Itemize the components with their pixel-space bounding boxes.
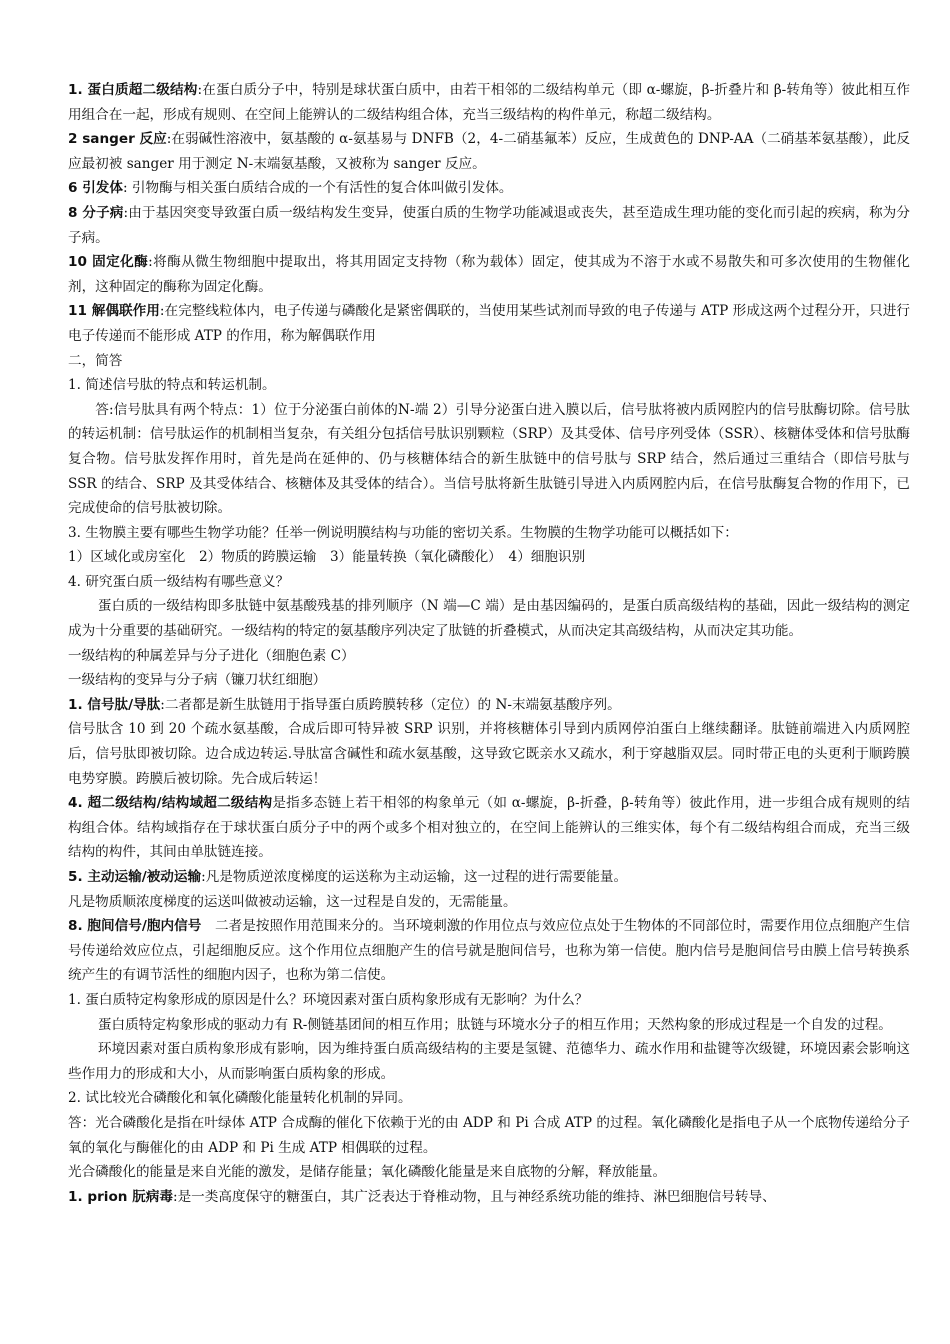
definition-text: : 引物酶与相关蛋白质结合成的一个有活性的复合体叫做引发体。	[122, 180, 513, 197]
definition-text: :在蛋白质分子中，特别是球状蛋白质中，由若干相邻的二级结构单元（即 α-螺旋，β-折叠片和 β-转角等）彼此相互作用组合在一起，形成有规则、在空间上能辨认的二级结构组合体，充当三级结构的构件单元，称超二级结构。	[68, 82, 910, 123]
answer-primary-structure-point: 一级结构的种属差异与分子进化（细胞色素 C）	[68, 647, 355, 664]
definition-prion	[68, 1185, 910, 1210]
comparison-text: 是指多态链上若干相邻的构象单元（如 α-螺旋，β-折叠，β-转角等）彼此作用，进一步组合成有规则的结构组合体。结构域指存在于球状蛋白质分子中的两个或多个相对独立的，在空间上能辨认的三维实体，每个有二级结构组合而成，充当三级结构的构件，其间由单肽链连接。	[68, 795, 910, 861]
comparison-signal-peptide-leader	[68, 693, 910, 718]
definition-text: :是一类高度保守的糖蛋白，其广泛表达于脊椎动物，且与神经系统功能的维持、淋巴细胞信号转导、	[172, 1188, 776, 1205]
comparison-intercellular-intracellular-signal	[68, 914, 910, 988]
comparison-active-passive-transport	[68, 865, 910, 890]
comparison-super-secondary-domain	[68, 791, 910, 865]
term-label: 10 固定化酶	[68, 254, 149, 271]
question-phosphorylation: 2. 试比较光合磷酸化和氧化磷酸化能量转化机制的异同。	[68, 1090, 412, 1107]
answer-phosphorylation: 答：光合磷酸化是指在叶绿体 ATP 合成酶的催化下依赖于光的由 ADP 和 Pi 合成 ATP 的过程。氧化磷酸化是指电子从一个底物传递给分子氧的氧化与酶催化的由 ADP 和 Pi 生成 ATP 相偶联的过程。	[68, 1114, 910, 1156]
term-label: 2 sanger 反应	[68, 131, 167, 148]
definition-molecular-disease	[68, 201, 910, 250]
question-signal-peptide: 1. 简述信号肽的特点和转运机制。	[68, 377, 276, 394]
answer-primary-structure: 蛋白质的一级结构即多肽链中氨基酸残基的排列顺序（N 端—C 端）是由基因编码的，是蛋白质高级结构的基础，因此一级结构的测定成为十分重要的基础研究。一级结构的特定的氨基酸序列决定了肽链的折叠模式，从而决定其高级结构，从而决定其功能。	[68, 598, 910, 640]
definition-text: :将酶从微生物细胞中提取出，将其用固定支持物（称为载体）固定，使其成为不溶于水或不易散失和可多次使用的生物催化剂，这种固定的酶称为固定化酶。	[68, 254, 910, 295]
comparison-text: 二者是按照作用范围来分的。当环境刺激的作用位点与效应位点处于生物体的不同部位时，需要作用位点细胞产生信号传递给效应位点，引起细胞反应。这个作用位点细胞产生的信号就是胞间信号，也称为第一信使。胞内信号是胞间信号由膜上信号转换系统产生的有调节活性的细胞内因子，也称为第二信使。	[68, 918, 910, 984]
definition-primosome	[68, 176, 910, 201]
term-label: 8 分子病	[68, 204, 124, 221]
definition-immobilized-enzyme	[68, 250, 910, 299]
term-label: 4. 超二级结构/结构域超二级结构	[68, 795, 273, 812]
term-label: 1. 蛋白质超二级结构	[68, 82, 198, 98]
term-label: 5. 主动运输/被动运输	[68, 869, 202, 885]
comparison-detail: 信号肽含 10 到 20 个疏水氨基酸，合成后即可特异被 SRP 识别，并将核糖体引导到内质网停泊蛋白上继续翻译。肽链前端进入内质网腔后，信号肽即被切除。边合成边转运.导肽富含碱性和疏水氨基酸，这导致它既亲水又疏水，利于穿越脂双层。同时带正电的头更利于顺跨膜电势穿膜。跨膜后被切除。先合成后转运！	[68, 721, 910, 787]
answer-protein-conformation: 蛋白质特定构象形成的驱动力有 R-侧链基团间的相互作用；肽链与环境水分子的相互作用；天然构象的形成过程是一个自发的过程。	[97, 1016, 892, 1033]
question-primary-structure: 4. 研究蛋白质一级结构有哪些意义？	[68, 573, 290, 590]
section-heading: 二，简答	[68, 352, 123, 369]
term-label: 11 解偶联作用	[68, 303, 160, 320]
answer-protein-conformation-environment: 环境因素对蛋白质构象形成有影响，因为维持蛋白质高级结构的主要是氢键、范德华力、疏水作用和盐键等次级键，环境因素会影响这些作用力的形成和大小，从而影响蛋白质构象的形成。	[68, 1041, 910, 1082]
answer-biomembrane: 1）区域化或房室化 2）物质的跨膜运输 3）能量转换（氧化磷酸化） 4）细胞识别	[68, 549, 586, 566]
term-label: 8. 胞间信号/胞内信号	[68, 918, 202, 935]
answer-phosphorylation-energy: 光合磷酸化的能量是来自光能的激发，是储存能量；氧化磷酸化能量是来自底物的分解，释放能量。	[68, 1164, 667, 1181]
answer-primary-structure-point: 一级结构的变异与分子病（镰刀状红细胞）	[68, 672, 327, 689]
comparison-detail: 凡是物质顺浓度梯度的运送叫做被动运输，这一过程是自发的，无需能量。	[68, 893, 517, 910]
term-label: 6 引发体	[68, 180, 123, 197]
term-label: 1. prion 朊病毒	[68, 1188, 173, 1205]
term-label: 1. 信号肽/导肽	[68, 696, 161, 713]
definition-text: :在完整线粒体内，电子传递与磷酸化是紧密偶联的，当使用某些试剂而导致的电子传递与 ATP 形成这两个过程分开，只进行电子传递而不能形成 ATP 的作用，称为解偶联作用	[68, 303, 910, 344]
answer-signal-peptide: 答:信号肽具有两个特点：1）位于分泌蛋白前体的N-端 2）引导分泌蛋白进入膜以后，信号肽将被内质网腔内的信号肽酶切除。信号肽的转运机制：信号肽运作的机制相当复杂，有关组分包括信号肽识别颗粒（SRP）及其受体、信号序列受体（SSR）、核糖体受体和信号肽酶复合物。信号肽发挥作用时，首先是尚在延伸的、仍与核糖体结合的新生肽链中的信号肽与 SRP 结合，然后通过三重结合（即信号肽与 SSR 的结合、SRP 及其受体结合、核糖体及其受体的结合）。当信号肽将新生肽链引导进入内质网腔内后，在信号肽酶复合物的作用下，已完成使命的信号肽被切除。	[68, 401, 910, 517]
question-biomembrane: 3. 生物膜主要有哪些生物学功能？任举一例说明膜结构与功能的密切关系。生物膜的生物学功能可以概括如下：	[68, 524, 738, 541]
definition-super-secondary-structure	[68, 78, 910, 127]
definition-text: :在弱碱性溶液中，氨基酸的 α-氨基易与 DNFB（2，4-二硝基氟苯）反应，生成黄色的 DNP-AA（二硝基苯氨基酸），此反应最初被 sanger 用于测定 N-末端氨基酸，又被称为 sanger 反应。	[68, 131, 910, 172]
question-protein-conformation: 1. 蛋白质特定构象形成的原因是什么？环境因素对蛋白质构象形成有无影响？为什么？	[68, 991, 589, 1008]
definition-uncoupling	[68, 299, 910, 348]
definition-text: :由于基因突变导致蛋白质一级结构发生变异，使蛋白质的生物学功能减退或丧失，甚至造成生理功能的变化而引起的疾病，称为分子病。	[68, 204, 910, 246]
comparison-text: :凡是物质逆浓度梯度的运送称为主动运输，这一过程的进行需要能量。	[201, 869, 628, 885]
comparison-text: :二者都是新生肽链用于指导蛋白质跨膜转移（定位）的 N-末端氨基酸序列。	[160, 696, 621, 713]
definition-sanger-reaction	[68, 127, 910, 176]
